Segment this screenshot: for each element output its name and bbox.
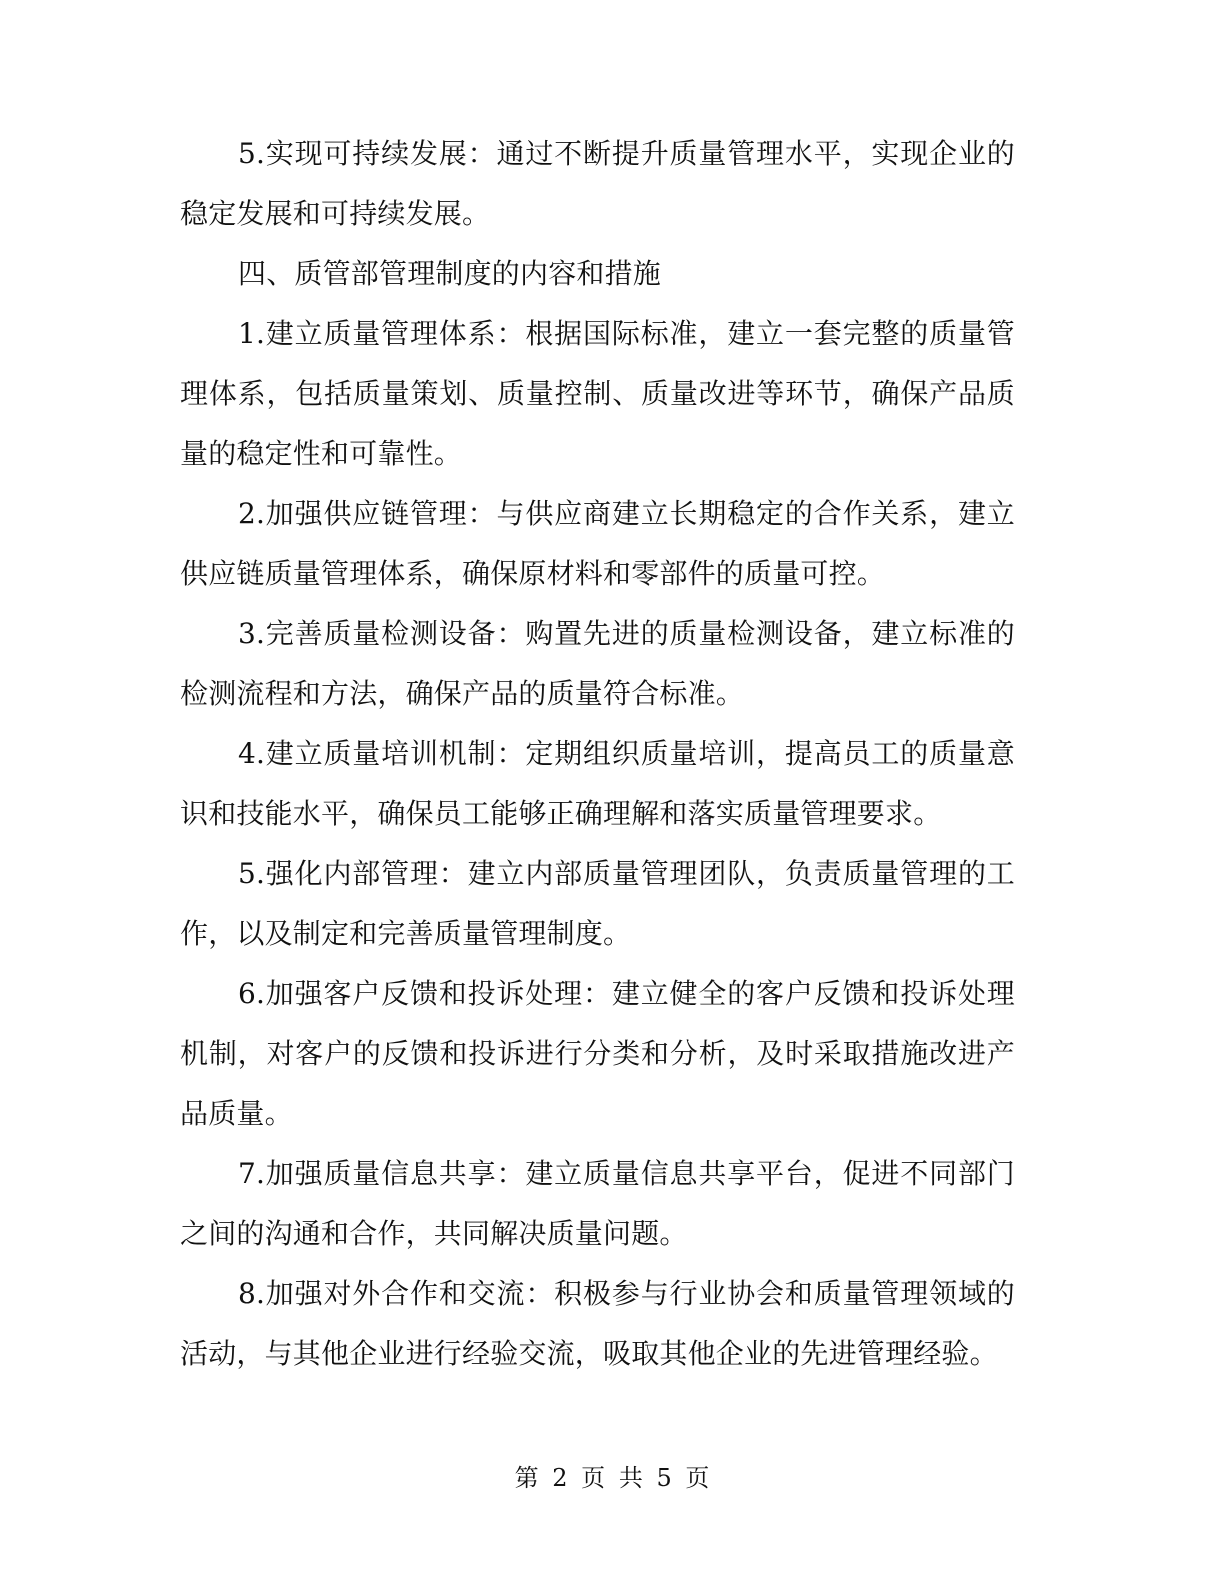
paragraph-measure-8: 8.加强对外合作和交流：积极参与行业协会和质量管理领域的活动，与其他企业进行经验交流，吸取其他企业的先进管理经验。 [180,1277,1015,1370]
paragraph-measure-4: 4.建立质量培训机制：定期组织质量培训，提高员工的质量意识和技能水平，确保员工能够正确理解和落实质量管理要求。 [180,737,1015,830]
document-body [180,124,1015,1384]
paragraph-measure-6: 6.加强客户反馈和投诉处理：建立健全的客户反馈和投诉处理机制，对客户的反馈和投诉进行分类和分析，及时采取措施改进产品质量。 [180,977,1015,1130]
footer-prefix: 第 [514,1464,539,1492]
section-heading-4: 四、质管部管理制度的内容和措施 [238,257,662,290]
footer-total-pages: 5 [656,1464,672,1492]
footer-current-page: 2 [552,1464,568,1492]
paragraph-measure-2: 2.加强供应链管理：与供应商建立长期稳定的合作关系，建立供应链质量管理体系，确保原材料和零部件的质量可控。 [180,497,1015,590]
page-number-footer [0,1462,1224,1494]
paragraph-measure-5: 5.强化内部管理：建立内部质量管理团队，负责质量管理的工作，以及制定和完善质量管理制度。 [180,857,1015,950]
paragraph-goal-5: 5.实现可持续发展：通过不断提升质量管理水平，实现企业的稳定发展和可持续发展。 [180,137,1015,230]
paragraph-measure-7: 7.加强质量信息共享：建立质量信息共享平台，促进不同部门之间的沟通和合作，共同解决质量问题。 [180,1157,1015,1250]
footer-suffix: 页 [685,1464,710,1492]
paragraph-measure-1: 1.建立质量管理体系：根据国际标准，建立一套完整的质量管理体系，包括质量策划、质量控制、质量改进等环节，确保产品质量的稳定性和可靠性。 [180,317,1015,470]
footer-page-word: 页 [581,1464,606,1492]
footer-total-word: 共 [618,1464,643,1492]
paragraph-measure-3: 3.完善质量检测设备：购置先进的质量检测设备，建立标准的检测流程和方法，确保产品的质量符合标准。 [180,617,1015,710]
